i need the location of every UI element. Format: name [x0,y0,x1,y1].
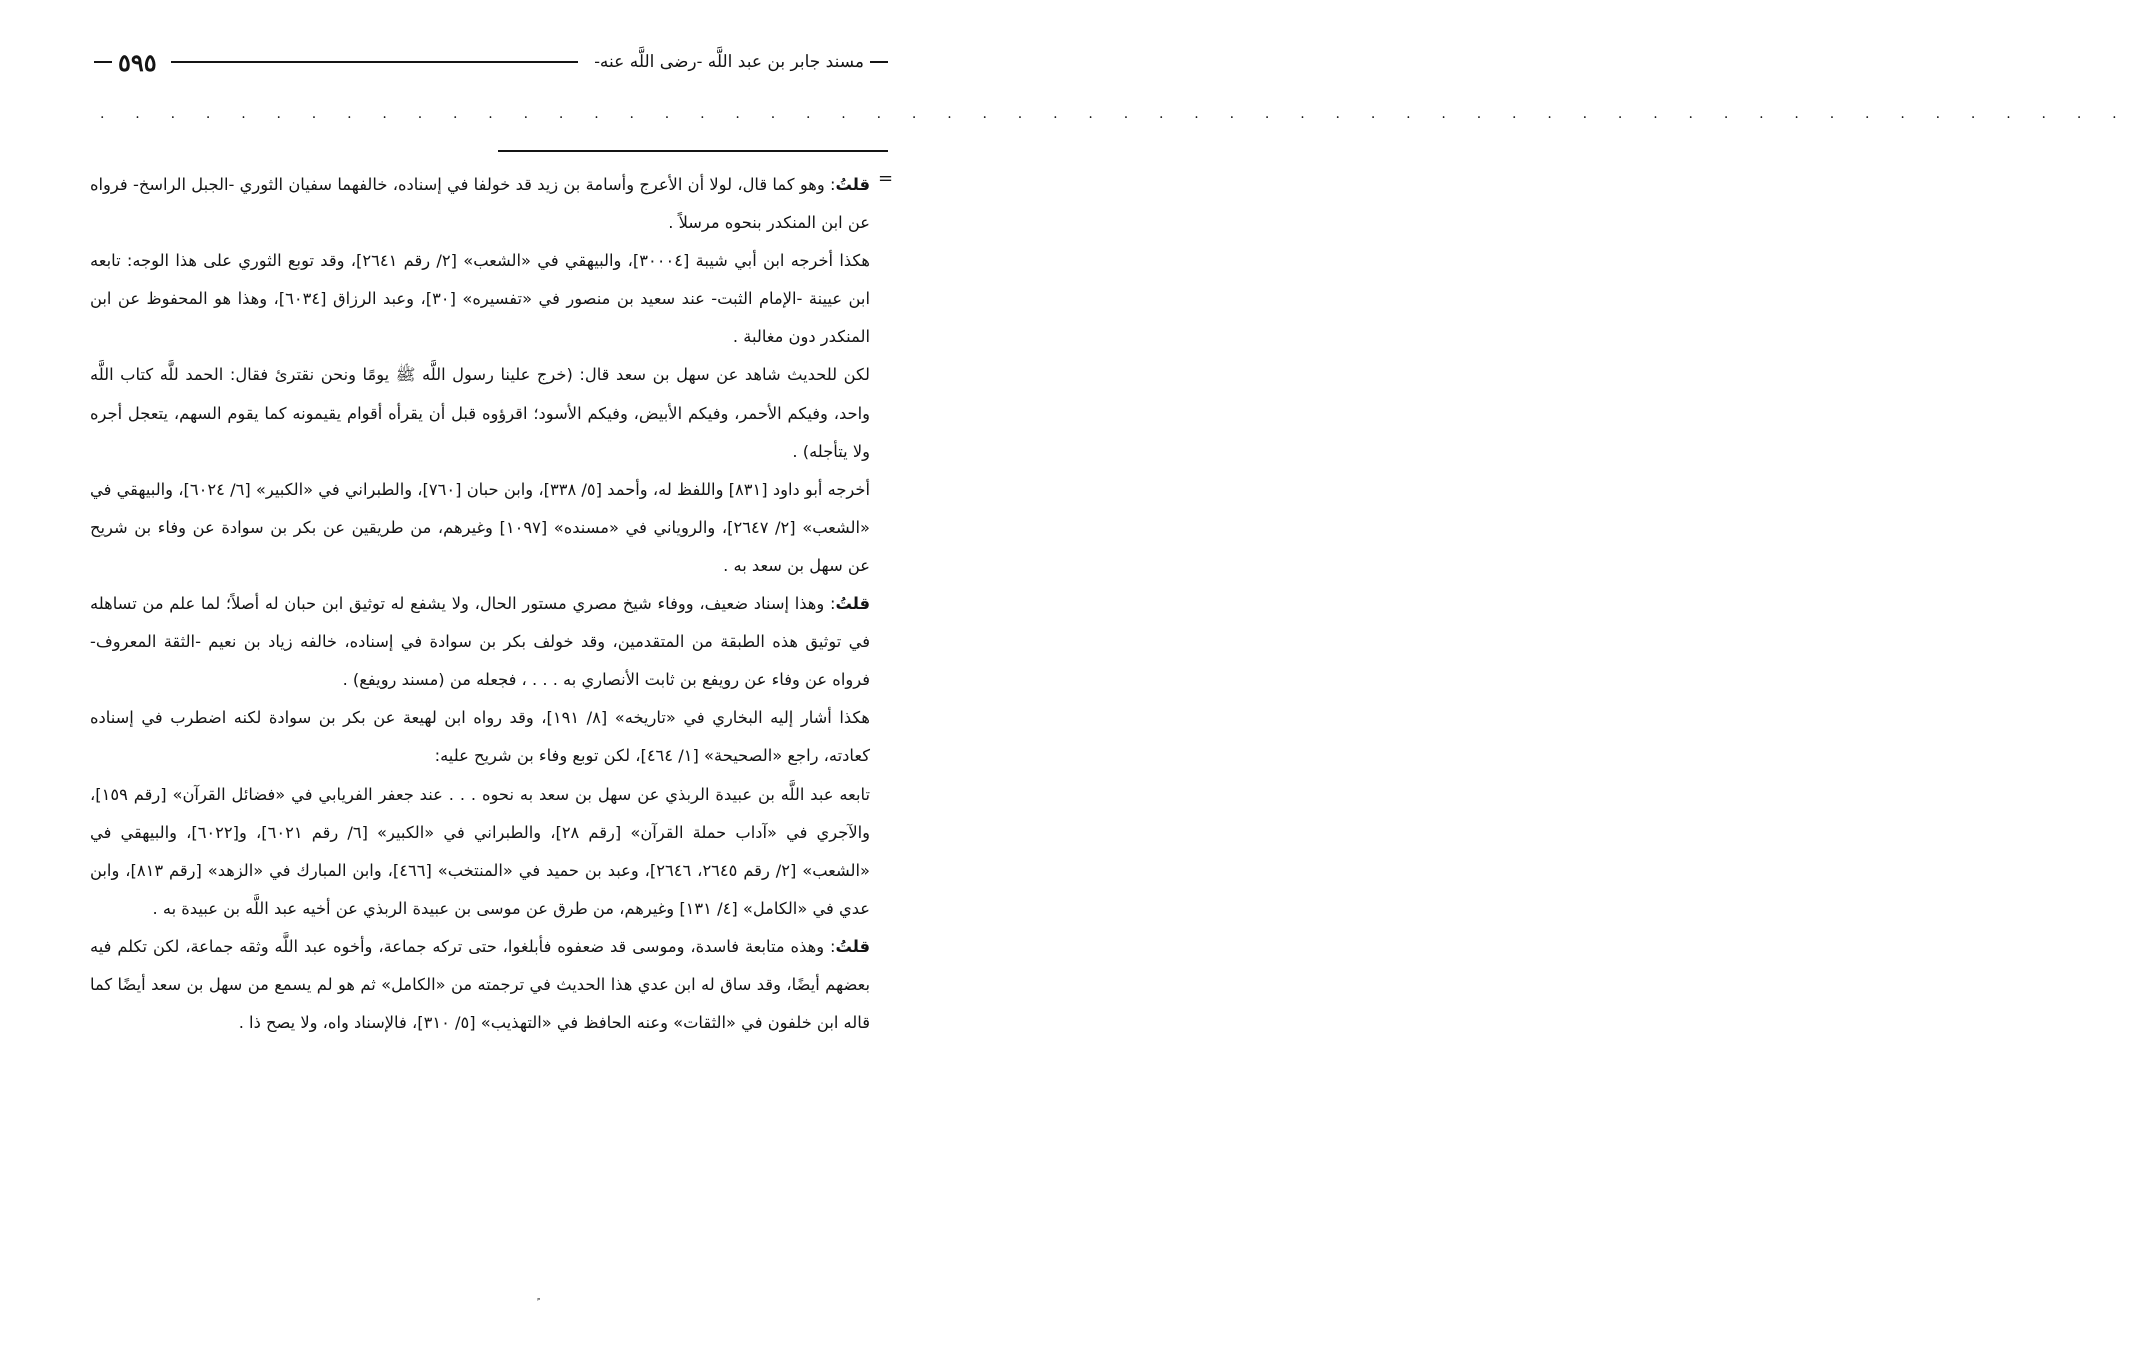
paragraph-text: تابعه عبد اللَّه بن عبيدة الربذي عن سهل بن سعد به نحوه . . . عند جعفر الفريابي في «فضائل القرآن» [رقم ١٥٩]، والآجري في «آداب حملة القرآن» [رقم ٢٨]، والطبراني في «الكبير» [٦/ رقم ٦٠٢١]، و[٦٠٢٢]، والبيهقي في «الشعب» [٢/ رقم ٢٦٤٥، ٢٦٤٦]، وعبد بن حميد في «المنتخب» [٤٦٦]، وابن المبارك في «الزهد» [رقم ٨١٣]، وابن عدي في «الكامل» [٤/ ١٣١] وغيرهم، من طرق عن موسى بن عبيدة الربذي عن أخيه عبد اللَّه بن عبيدة به . [90,784,871,918]
paragraph-text: هكذا أشار إليه البخاري في «تاريخه» [٨/ ١٩١]، وقد رواه ابن لهيعة عن بكر بن سوادة لكنه اضطرب في إسناده كعادته، راجع «الصحيحة» [١/ ٤٦٤]، لكن توبع وفاء بن شريح عليه: [90,708,870,766]
paragraph [90,776,870,928]
ellipsis-dots: . . . . . . . . . . . . . . . . . . . . . . . . . . . . . . . . . . . . . . . . . . . . . . . . . . . . . . . . . . [100,106,2130,122]
paragraph [90,471,870,585]
paragraph-text: : وهذا إسناد ضعيف، ووفاء شيخ مصري مستور الحال، ولا يشفع له توثيق ابن حبان له أصلاً؛ لما علم من تساهله في توثيق هذه الطبقة من المتقدمين، وقد خولف بكر بن سوادة في إسناده، خالفه زياد بن نعيم -الثقة المعروف- فرواه عن وفاء عن رويفع بن ثابت الأنصاري به . . . ، فجعله من (مسند رويفع) . [90,594,870,690]
page-header [88,44,888,80]
page-number: ٥٩٥ [118,47,157,77]
paragraph-lead: قلتُ [835,594,870,614]
paragraph-text: هكذا أخرجه ابن أبي شيبة [٣٠٠٠٤]، والبيهقي في «الشعب» [٢/ رقم ٢٦٤١]، وقد توبع الثوري على هذا الوجه: تابعه ابن عيينة -الإمام الثبت- عند سعيد بن منصور في «تفسيره» [٣٠]، وعبد الرزاق [٦٠٣٤]، وهذا هو المحفوظ عن ابن المنكدر دون مغالبة . [90,251,870,347]
header-dash-left [94,61,112,63]
paragraph-text: : وهو كما قال، لولا أن الأعرج وأسامة بن زيد قد خولفا في إسناده، خالفهما سفيان الثوري -الجبل الراسخ- فرواه عن ابن المنكدر بنحوه مرسلاً . [90,175,870,233]
footnote-separator [498,150,888,152]
continuation-mark: = [878,168,894,189]
paragraph-lead: قلتُ [835,936,870,956]
paragraph [90,166,870,242]
paragraph [90,585,870,699]
paragraph [90,242,870,356]
paragraph [90,928,870,1042]
header-dash-right [870,61,888,63]
paragraph [90,356,870,470]
header-rule [171,61,579,63]
running-title: مسند جابر بن عبد اللَّه -رضى اللَّه عنه- [594,52,864,72]
paragraph-text: : وهذه متابعة فاسدة، وموسى قد ضعفوه فأبلغوا، حتى تركه جماعة، وأخوه عبد اللَّه وثقه جماعة، لكن تكلم فيه بعضهم أيضًا، وقد ساق له ابن عدي هذا الحديث في ترجمته من «الكامل» ثم هو لم يسمع من سهل بن سعد أيضًا كما قاله ابن خلفون في «الثقات» وعنه الحافظ في «التهذيب» [٥/ ٣١٠]، فالإسناد واه، ولا يصح ذا . [90,936,870,1033]
paragraph-text: لكن للحديث شاهد عن سهل بن سعد قال: (خرج علينا رسول اللَّه ﷺ يومًا ونحن نقترئ فقال: الحمد للَّه كتاب اللَّه واحد، وفيكم الأحمر، وفيكم الأبيض، وفيكم الأسود؛ اقرؤوه قبل أن يقرأه أقوام يقيمونه كما يقوم السهم، يتعجل أجره ولا يتأجله) . [90,365,870,461]
body-text [90,166,870,1042]
paragraph [90,699,870,775]
paragraph-lead: قلتُ [835,175,870,194]
paragraph-text: أخرجه أبو داود [٨٣١] واللفظ له، وأحمد [٥/ ٣٣٨]، وابن حبان [٧٦٠]، والطبراني في «الكبير» [٦/ ٦٠٢٤]، والبيهقي في «الشعب» [٢/ ٢٦٤٧]، والروياني في «مسنده» [١٠٩٧] وغيرهم، من طريقين عن بكر بن سوادة عن وفاء بن شريح عن سهل بن سعد به . [90,479,870,575]
